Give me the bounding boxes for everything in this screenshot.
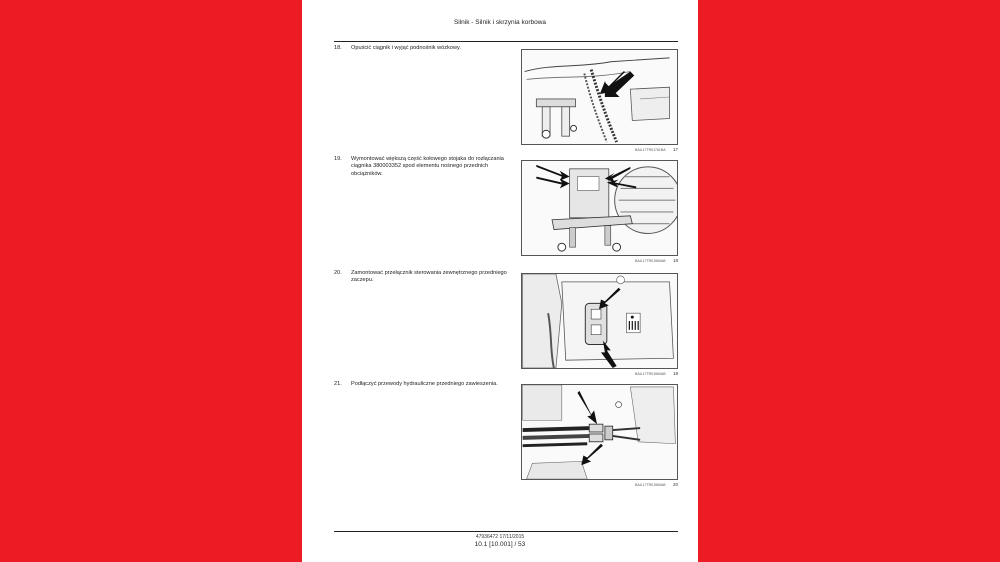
step-text: Zamontować przełącznik sterowania zewnętrznego przedniego zaczepu. — [351, 270, 507, 284]
page-header-title: Silnik - Silnik i skrzynia korbowa — [453, 19, 547, 26]
manual-page — [302, 0, 698, 562]
figure-code: BAIL17TR01960AB — [635, 483, 666, 487]
step-number: 21. — [334, 381, 342, 387]
step-number: 20. — [334, 270, 342, 276]
step-text: Podłączyć przewody hydrauliczne przedniego zawieszenia. — [351, 381, 498, 387]
figure-code: BAIL17TR01960AB — [635, 259, 666, 263]
step-text: Wymontować większą część kołowego stojaka do rozłączania ciągnika 380003352 spod elementu nośnego przednich obciążników. — [351, 156, 504, 177]
figure-code: BAIL17TR01761BA — [635, 148, 666, 152]
figure-20 — [521, 384, 678, 487]
step-number: 19. — [334, 156, 342, 162]
figure-number: 17 — [672, 147, 678, 152]
figure-number: 20 — [672, 482, 678, 487]
figure-illustration — [521, 49, 678, 145]
figure-illustration — [521, 273, 678, 369]
figure-code: BAIL17TR01960AB — [635, 372, 666, 376]
header-divider — [334, 41, 678, 42]
footer-page-number: 10.1 [10.001] / 53 — [474, 541, 526, 548]
figure-19 — [521, 273, 678, 376]
figure-number: 19 — [672, 371, 678, 376]
step-text: Opuścić ciągnik i wyjąć podnośnik wózkowy. — [351, 45, 461, 51]
footer-divider — [334, 531, 678, 532]
figure-illustration — [521, 384, 678, 480]
figure-18 — [521, 160, 678, 263]
footer-document-id: 47936472 17/11/2015 — [475, 534, 525, 540]
figure-17 — [521, 49, 678, 152]
step-number: 18. — [334, 45, 342, 51]
figure-number: 18 — [672, 258, 678, 263]
figure-illustration — [521, 160, 678, 256]
